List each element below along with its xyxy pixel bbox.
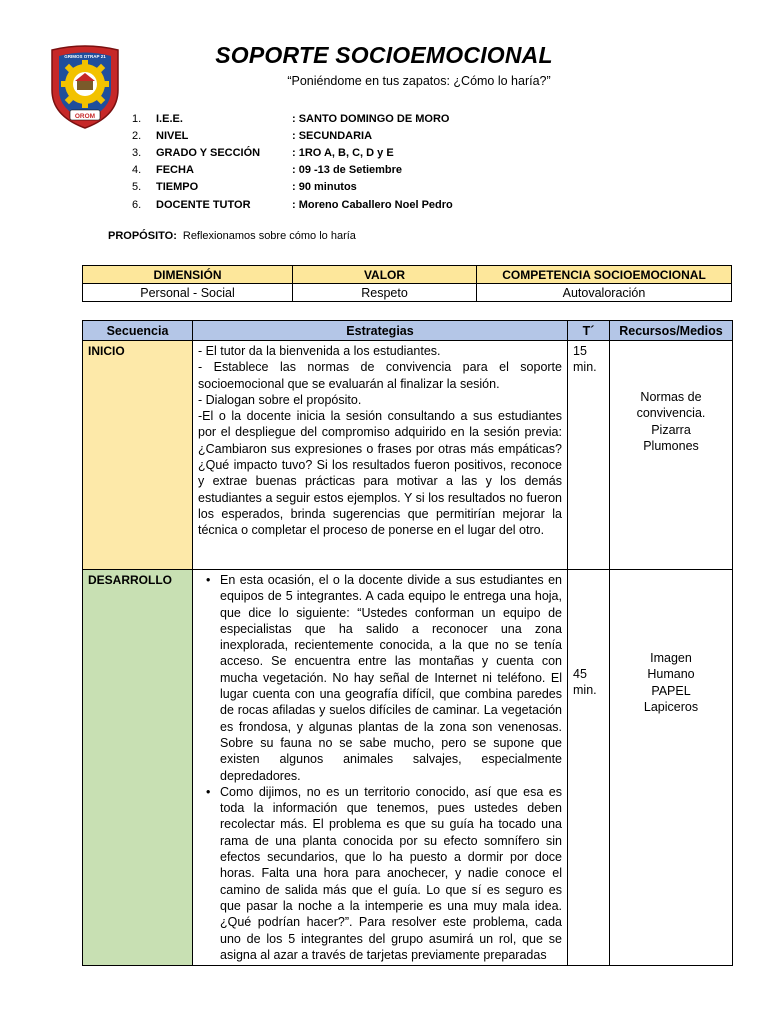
strategy-line: -El o la docente inicia la sesión consultando a sus estudiantes por el despliegue del compromiso adquirido en la sesión previa: ¿Cambiaron sus expresiones o frases por otras más empáticas? ¿Qué impacto tuvo? Si los resultados fueron positivos, reconoce y extrae buenas prácticas para motivar a las y los demás estudiantes a seguir estos ejemplos. Y si los resultados no fueron los esperados, brinda sugerencias que permitirían mejorar la técnica o completar el proceso de ponerse en el lugar del otro. (198, 409, 562, 538)
info-row (132, 127, 453, 144)
dimension-header: DIMENSIÓN (83, 266, 293, 284)
strategy-line: - Establece las normas de convivencia para el soporte socioemocional que se evaluarán al finalizar la sesión. (198, 360, 562, 391)
info-number: 4. (132, 164, 142, 177)
info-label: FECHA (156, 164, 194, 177)
sequence-header-row (83, 321, 733, 341)
value-cell: Respeto (293, 284, 477, 302)
info-number: 1. (132, 112, 142, 125)
strategy-bullet: • En esta ocasión, el o la docente divide a sus estudiantes en equipos de 5 integrantes. A cada equipo le entrega una hoja, que dice lo siguiente: “Ustedes conforman un equipo de especialistas que ha salido a reconocer una zona inexplorada, recientemente conocida, a la que no se tenía acceso. Se encuentra entre las montañas y cuenta con mucha vegetación. No hay señal de Internet ni teléfono. El lugar cuenta con una geografía difícil, que combina paredes de rocas afiladas y suelos difíciles de caminar. La vegetación es frondosa, y algunas plantas de la zona son venenosas. Sobre su fauna no se sabe mucho, pero se supone que existen algunos animales salvajes, especialmente depredadores. (220, 572, 562, 784)
info-value: : 90 minutos (292, 181, 357, 194)
sequence-table (82, 320, 733, 966)
info-value: : 1RO A, B, C, D y E (292, 146, 394, 159)
svg-text:GRIMOS OTRAP 21: GRIMOS OTRAP 21 (64, 54, 106, 59)
info-label: TIEMPO (156, 181, 199, 194)
purpose-text: Reflexionamos sobre cómo lo haría (182, 230, 356, 242)
info-list (132, 110, 453, 213)
inicio-label: INICIO (83, 341, 193, 570)
purpose-label: PROPÓSITO: (108, 230, 177, 242)
inicio-resources (610, 341, 733, 570)
info-number: 3. (132, 146, 142, 159)
resource-item: Humano (647, 667, 695, 682)
dimension-row (83, 284, 732, 302)
sequence-header: Secuencia (83, 321, 193, 341)
info-value: : 09 -13 de Setiembre (292, 164, 403, 177)
dimension-cell: Personal - Social (83, 284, 293, 302)
svg-text:OROM: OROM (74, 113, 96, 120)
dimension-header-row (83, 266, 732, 284)
resource-item: Imagen (650, 651, 692, 665)
purpose-line (108, 230, 356, 242)
page-subtitle: “Poniéndome en tus zapatos: ¿Cómo lo haría?” (287, 74, 551, 88)
competence-cell: Autovaloración (477, 284, 732, 302)
resources-header: Recursos/Medios (610, 321, 733, 341)
info-number: 5. (132, 181, 142, 194)
info-row (132, 144, 453, 161)
strategy-line: - El tutor da la bienvenida a los estudiantes. (198, 344, 441, 358)
info-label: NIVEL (156, 129, 189, 142)
strategies-header: Estrategias (193, 321, 568, 341)
inicio-row (83, 341, 733, 570)
info-number: 2. (132, 129, 142, 142)
desarrollo-label: DESARROLLO (83, 570, 193, 966)
time-header: T´ (568, 321, 610, 341)
desarrollo-resources (610, 570, 733, 966)
info-row (132, 162, 453, 179)
inicio-strategies (193, 341, 568, 570)
info-row (132, 196, 453, 213)
resource-item: Pizarra (651, 422, 691, 437)
info-value: : SANTO DOMINGO DE MORO (292, 112, 450, 125)
desarrollo-time: 45 min. (568, 570, 610, 966)
info-row (132, 110, 453, 127)
resource-item: Lapiceros (643, 699, 699, 714)
info-value: : Moreno Caballero Noel Pedro (292, 198, 453, 211)
strategy-line: - Dialogan sobre el propósito. (198, 392, 362, 407)
inicio-time: 15 min. (568, 341, 610, 570)
info-label: I.E.E. (156, 112, 183, 125)
competence-header: COMPETENCIA SOCIOEMOCIONAL (477, 266, 732, 284)
info-row (132, 179, 453, 196)
desarrollo-strategies (193, 570, 568, 966)
resource-item: Normas de convivencia. (636, 390, 706, 421)
resource-item: PAPEL (651, 683, 691, 698)
info-label: GRADO Y SECCIÓN (156, 146, 261, 159)
resource-item: Plumones (643, 438, 699, 453)
value-header: VALOR (293, 266, 477, 284)
info-value: : SECUNDARIA (292, 129, 373, 142)
strategy-bullet: • Como dijimos, no es un territorio conocido, así que esa es toda la información que tenemos, pues ustedes deben recolectar más. El problema es que su guía ha tocado una rama de una planta conocida por su efecto somnífero sin efectos secundarios, que lo ha puesto a dormir por doce horas. Falta una hora para anochecer, y nadie conoce el camino de salida más que el guía. Lo que sí es seguro es que pasar la noche a la intemperie es una muy mala idea. ¿Qué podrían hacer?”. Para resolver este problema, cada uno de los 5 integrantes del grupo asumirá un rol, que se asigna al azar a través de tarjetas previamente preparadas (220, 784, 562, 963)
desarrollo-row (83, 570, 733, 966)
dimension-table (82, 265, 732, 302)
page-title: SOPORTE SOCIOEMOCIONAL (215, 42, 553, 68)
info-number: 6. (132, 198, 142, 211)
info-label: DOCENTE TUTOR (156, 198, 251, 211)
